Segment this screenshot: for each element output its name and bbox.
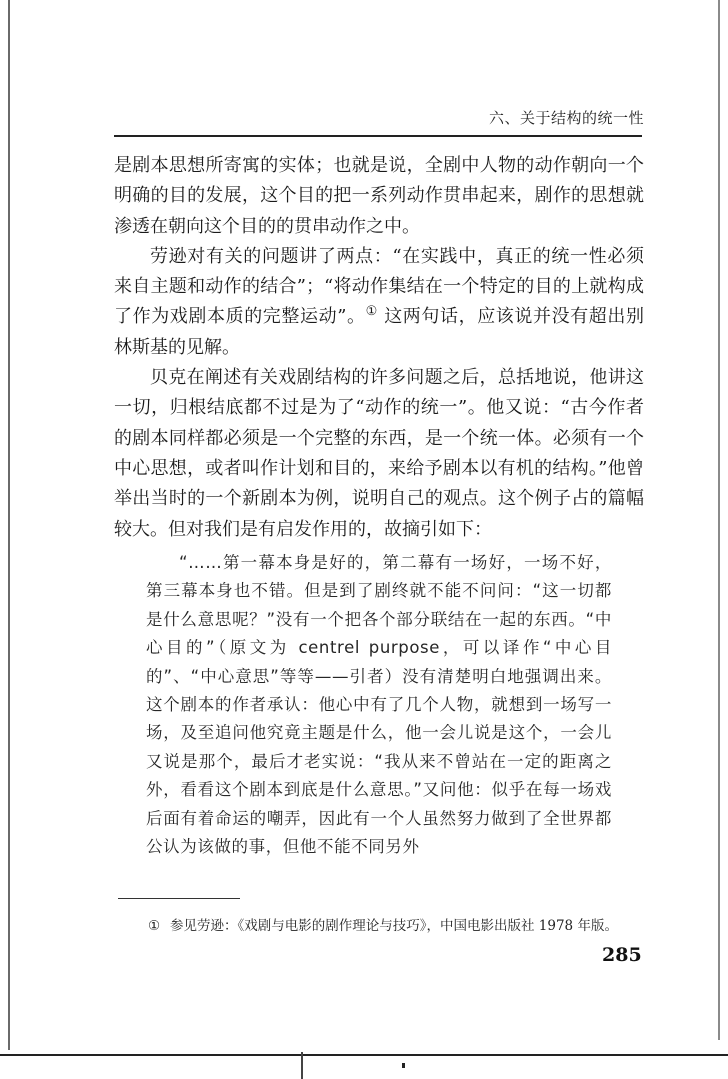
bottom-edge-mark <box>402 1063 405 1068</box>
page-number: 285 <box>602 944 642 966</box>
footnote <box>148 914 648 934</box>
page-edge-right <box>718 0 720 1040</box>
footnote-mark: ① <box>148 918 161 934</box>
block-quote-text: “……第一幕本身是好的，第二幕有一场好，一场不好，第三幕本身也不错。但是到了剧终就不能不问问：“这一切都是什么意思呢？”没有一个把各个部分联结在一起的东西。“中心目的”（原文为 centrel purpose，可以译作“中心目的”、“中心意思”等等——引者）没有清楚明白地强调出来。这个剧本的作者承认：他心中有了几个人物，就想到一场写一场，及至追问他究竟主题是什么，他一会儿说是这个，一会儿又说是那个，最后才老实说：“我从来不曾站在一定的距离之外，看看这个剧本到底是什么意思。”又问他：似乎在每一场戏后面有着命运的嘲弄，因此有一个人虽然努力做到了全世界都公认为该做的事，但他不能不同另外 <box>146 553 612 857</box>
footnote-reference[interactable]: ① <box>365 304 378 320</box>
page-edge-left <box>8 0 10 1050</box>
bottom-edge-tick <box>301 1052 303 1079</box>
block-quote <box>146 549 612 861</box>
header-rule <box>114 135 642 137</box>
bottom-edge-rule <box>0 1054 728 1056</box>
body-text <box>114 151 644 545</box>
paragraph-baker: 贝克在阐述有关戏剧结构的许多问题之后，总括地说，他讲这一切，归根结底都不过是为了“动作的统一”。他又说：“古今作者的剧本同样都必须是一个完整的东西，是一个统一体。必须有一个中心思想，或者叫作计划和目的，来给予剧本以有机的结构。”他曾举出当时的一个新剧本为例，说明自己的观点。这个例子占的篇幅较大。但对我们是有启发作用的，故摘引如下： <box>114 367 644 540</box>
footnote-text: 参见劳逊：《戏剧与电影的剧作理论与技巧》，中国电影出版社 1978 年版。 <box>170 918 618 934</box>
footnote-rule <box>118 898 240 899</box>
paragraph-lawson <box>114 242 644 363</box>
running-head: 六、关于结构的统一性 <box>488 109 644 127</box>
paragraph-lawson-tail: 这两句话，应该说并没有超出别林斯基的见解。 <box>114 306 645 358</box>
paragraph-lawson-text: 劳逊对有关的问题讲了两点：“在实践中，真正的统一性必须来自主题和动作的结合”；“将动作集结在一个特定的目的上就构成了作为戏剧本质的完整运动”。 <box>114 245 644 328</box>
paragraph-continuation: 是剧本思想所寄寓的实体；也就是说，全剧中人物的动作朝向一个明确的目的发展，这个目的把一系列动作贯串起来，剧作的思想就渗透在朝向这个目的的贯串动作之中。 <box>114 155 644 237</box>
